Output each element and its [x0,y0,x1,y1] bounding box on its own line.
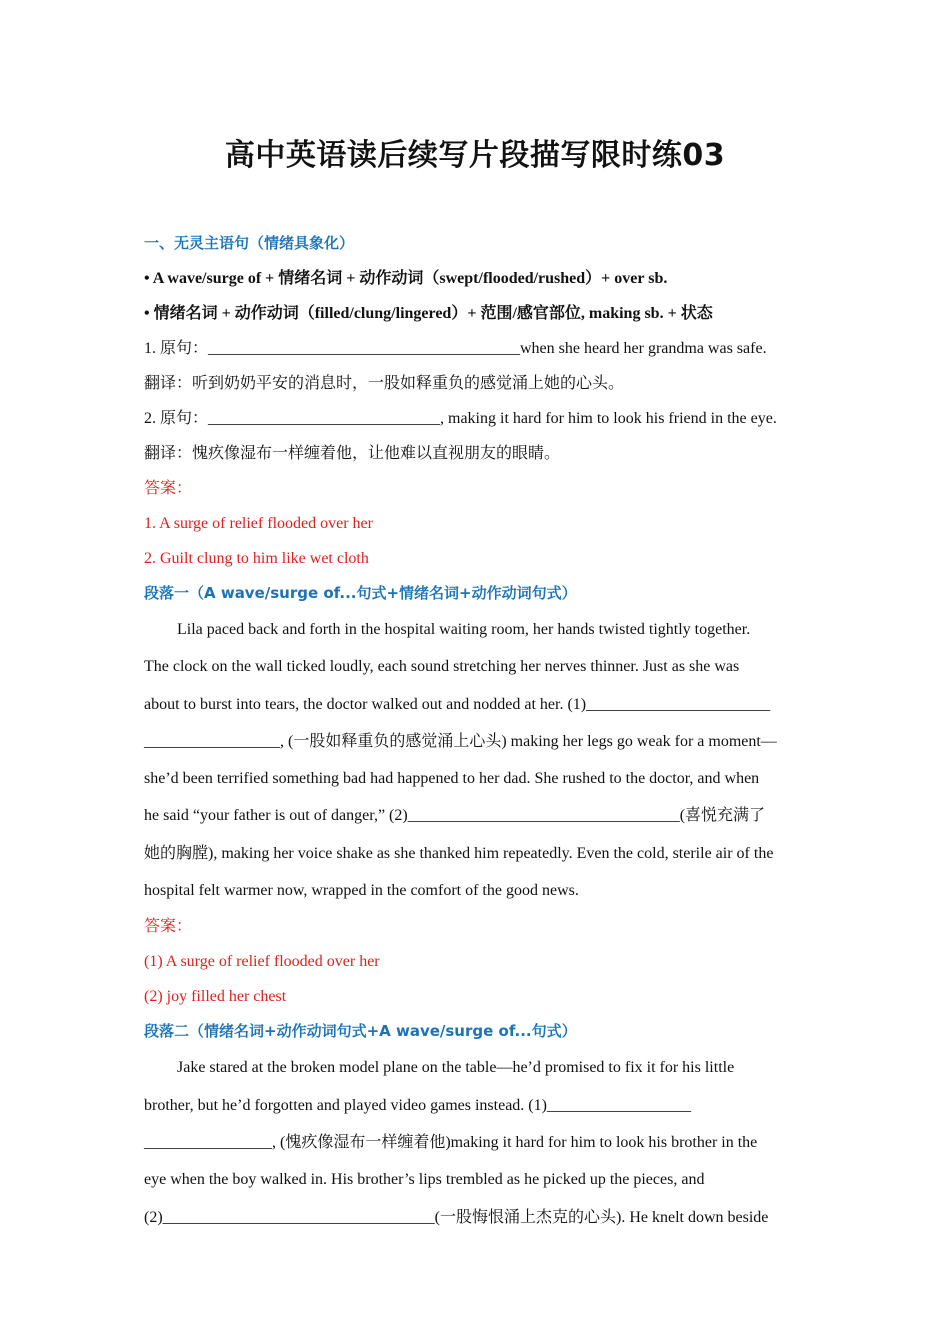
paragraph-line: Lila paced back and forth in the hospital waiting room, her hands twisted tightly together. [177,621,751,638]
answer-item: 1. A surge of relief flooded over her [144,515,373,532]
paragraph-line: about to burst into tears, the doctor walked out and nodded at her. (1)_______________________ [144,695,771,713]
paragraph-1-heading: 段落一（A wave/surge of...句式+情绪名词+动作动词句式） [144,584,577,602]
paragraph-line: she’d been terrified something bad had happened to her dad. She rushed to the doctor, and when [144,770,760,788]
answer-label: 答案： [144,480,193,497]
paragraph-line: _________________, (一股如释重负的感觉涌上心头) making her legs go weak for a moment— [144,732,777,750]
answer-label: 答案： [144,918,193,936]
paragraph-1-text [144,611,812,909]
document-body [144,226,812,1236]
paragraph-line: eye when the boy walked in. His brother’s lips trembled as he picked up the pieces, and [144,1171,705,1189]
section-heading: 一、无灵主语句（情绪具象化） [144,234,355,252]
question-2: 2. 原句：_____________________________, making it hard for him to look his friend in the eye. [144,410,777,427]
grammar-rule: • 情绪名词 + 动作动词（filled/clung/lingered）+ 范围/感官部位, making sb. + 状态 [144,305,713,322]
paragraph-line: brother, but he’d forgotten and played video games instead. (1)__________________ [144,1096,691,1114]
paragraph-line: Jake stared at the broken model plane on the table—he’d promised to fix it for his little [177,1059,735,1077]
answer-item: (2) joy filled her chest [144,988,287,1006]
answer-item: (1) A surge of relief flooded over her [144,953,380,971]
paragraph-line: (2)__________________________________(一股悔恨涌上杰克的心头). He knelt down beside [144,1208,769,1226]
paragraph-line: ________________, (愧疚像湿布一样缠着他)making it hard for him to look his brother in the [144,1133,758,1151]
paragraph-2-heading: 段落二（情绪名词+动作动词句式+A wave/surge of...句式） [144,1022,577,1041]
grammar-rule: • A wave/surge of + 情绪名词 + 动作动词（swept/flooded/rushed）+ over sb. [144,270,668,287]
question-1-translation: 翻译：听到奶奶平安的消息时，一股如释重负的感觉涌上她的心头。 [144,375,625,392]
paragraph-line: hospital felt warmer now, wrapped in the comfort of the good news. [144,882,579,900]
answer-item: 2. Guilt clung to him like wet cloth [144,550,369,567]
question-2-translation: 翻译：愧疚像湿布一样缠着他，让他难以直视朋友的眼睛。 [144,445,561,462]
page-title: 高中英语读后续写片段描写限时练03 [224,138,726,173]
paragraph-line: he said “your father is out of danger,” (2)__________________________________(喜悦充满了 [144,807,766,825]
paragraph-line: The clock on the wall ticked loudly, each sound stretching her nerves thinner. Just as she was [144,658,740,676]
paragraph-line: 她的胸膛), making her voice shake as she thanked him repeatedly. Even the cold, sterile air of the [144,844,774,862]
paragraph-2-text [144,1049,812,1235]
question-1: 1. 原句：_______________________________________when she heard her grandma was safe. [144,340,767,357]
